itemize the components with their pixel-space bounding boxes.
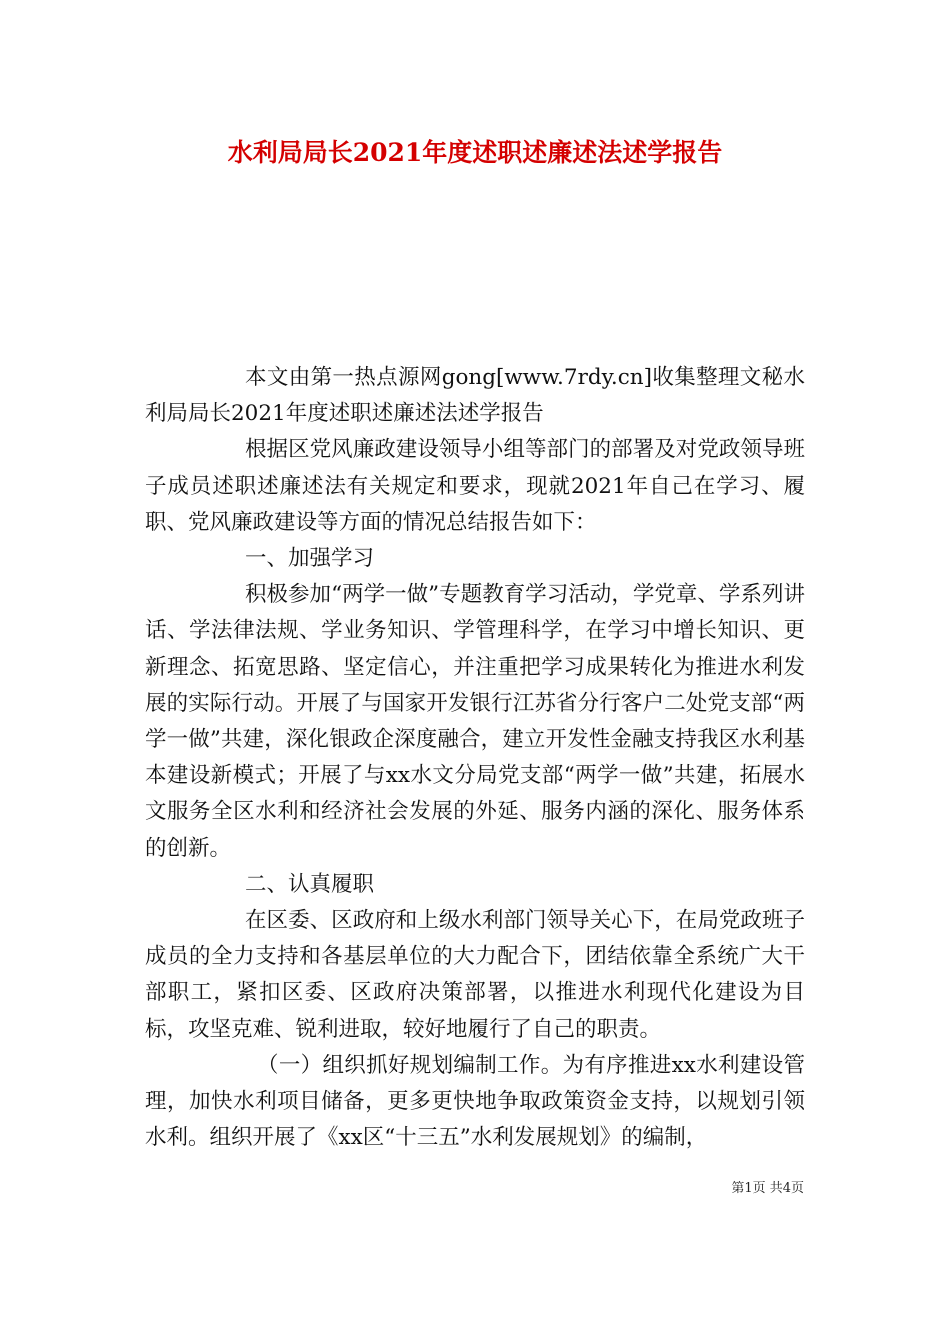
section-heading-study: 一、加强学习 (245, 546, 375, 572)
section-heading-duty: 二、认真履职 (245, 871, 375, 897)
document-title: 水利局局长2021年度述职述廉述法述学报告 (227, 138, 723, 167)
paragraph-duty: 在区委、区政府和上级水利部门领导关心下，在局党政班子成员的全力支持和各基层单位的大力配合下，团结依靠全系统广大干部职工，紧扣区委、区政府决策部署，以推进水利现代化建设为目标，攻坚克难、锐利进取，较好地履行了自己的职责。 (145, 908, 805, 1042)
paragraph-intro: 本文由第一热点源网gong[www.7rdy.cn]收集整理文秘水利局局长2021年度述职述廉述法述学报告 (145, 365, 805, 427)
paragraph-study: 积极参加“两学一做”专题教育学习活动，学党章、学系列讲话、学法律法规、学业务知识、学管理科学，在学习中增长知识、更新理念、拓宽思路、坚定信心，并注重把学习成果转化为推进水利发展的实际行动。开展了与国家开发银行江苏省分行客户二处党支部“两学一做”共建，深化银政企深度融合，建立开发性金融支持我区水利基本建设新模式；开展了与xx水文分局党支部“两学一做”共建，拓展水文服务全区水利和经济社会发展的外延、服务内涵的深化、服务体系的创新。 (145, 582, 805, 861)
paragraph-preface: 根据区党风廉政建设领导小组等部门的部署及对党政领导班子成员述职述廉述法有关规定和要求，现就2021年自己在学习、履职、党风廉政建设等方面的情况总结报告如下： (145, 437, 805, 535)
page-number: 第1页 共4页 (731, 1181, 804, 1196)
document-body (145, 360, 805, 1156)
paragraph-planning: （一）组织抓好规划编制工作。为有序推进xx水利建设管理，加快水利项目储备，更多更快地争取政策资金支持，以规划引领水利。组织开展了《xx区“十三五”水利发展规划》的编制， (145, 1052, 805, 1151)
